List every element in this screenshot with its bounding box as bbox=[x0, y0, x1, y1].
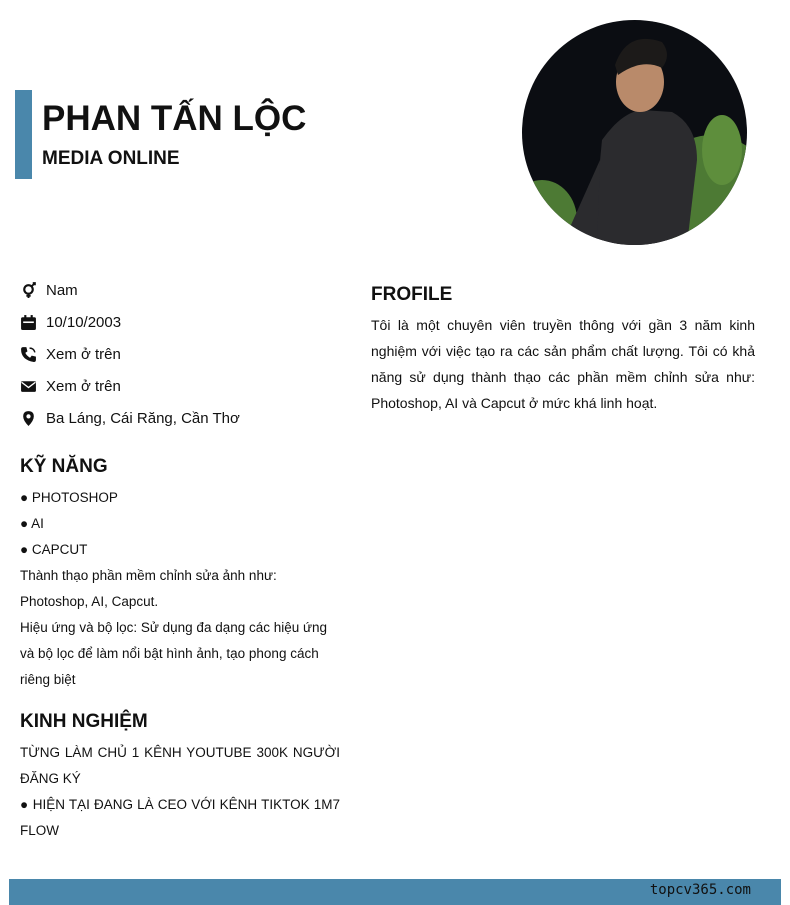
experience-item: ● HIỆN TẠI ĐANG LÀ CEO VỚI KÊNH TIKTOK 1M7 FLOW bbox=[20, 797, 340, 838]
contact-text: Nam bbox=[46, 281, 78, 299]
contact-text: Xem ở trên bbox=[46, 377, 121, 395]
envelope-icon bbox=[20, 378, 37, 395]
contact-birthday bbox=[20, 306, 340, 338]
calendar-icon bbox=[20, 314, 37, 331]
contact-text: Xem ở trên bbox=[46, 345, 121, 363]
skill-description: Thành thạo phần mềm chỉnh sửa ảnh như: Photoshop, AI, Capcut. bbox=[20, 568, 277, 609]
profile-summary: Tôi là một chuyên viên truyền thông với gần 3 năm kinh nghiệm với việc tạo ra các sản phẩm chất lượng. Tôi có khả năng sử dụng thành thạo các phần mềm chỉnh sửa như: Photoshop, AI và Capcut ở mức khá linh hoạt. bbox=[371, 317, 755, 411]
location-pin-icon bbox=[20, 410, 37, 427]
skills-list bbox=[20, 485, 340, 693]
footer-bar bbox=[9, 879, 781, 905]
contact-text: 10/10/2003 bbox=[46, 313, 122, 331]
avatar bbox=[522, 20, 747, 245]
phone-icon bbox=[20, 346, 37, 363]
skill-item: ● AI bbox=[20, 516, 44, 531]
footer-brand: topcv365.com bbox=[649, 882, 751, 898]
candidate-name: PHAN TẤN LỘC bbox=[42, 99, 307, 138]
profile-heading: FROFILE bbox=[371, 284, 453, 305]
gender-icon bbox=[20, 282, 37, 299]
contact-phone bbox=[20, 338, 340, 370]
avatar-photo bbox=[522, 20, 747, 245]
contact-gender bbox=[20, 274, 340, 306]
contact-email bbox=[20, 370, 340, 402]
skills-heading: KỸ NĂNG bbox=[20, 456, 108, 477]
experience-item: TỪNG LÀM CHỦ 1 KÊNH YOUTUBE 300K NGƯỜI ĐĂNG KÝ bbox=[20, 745, 340, 786]
contact-list bbox=[20, 274, 340, 434]
candidate-role: MEDIA ONLINE bbox=[42, 148, 180, 169]
name-accent-bar bbox=[15, 90, 32, 179]
skill-item: ● CAPCUT bbox=[20, 542, 88, 557]
experience-list bbox=[20, 740, 340, 844]
skill-item: ● PHOTOSHOP bbox=[20, 490, 118, 505]
skill-description: Hiệu ứng và bộ lọc: Sử dụng đa dạng các hiệu ứng và bộ lọc để làm nổi bật hình ảnh, tạo phong cách riêng biệt bbox=[20, 620, 328, 687]
contact-text: Ba Láng, Cái Răng, Cần Thơ bbox=[46, 409, 240, 427]
experience-heading: KINH NGHIỆM bbox=[20, 711, 148, 732]
contact-address bbox=[20, 402, 340, 434]
